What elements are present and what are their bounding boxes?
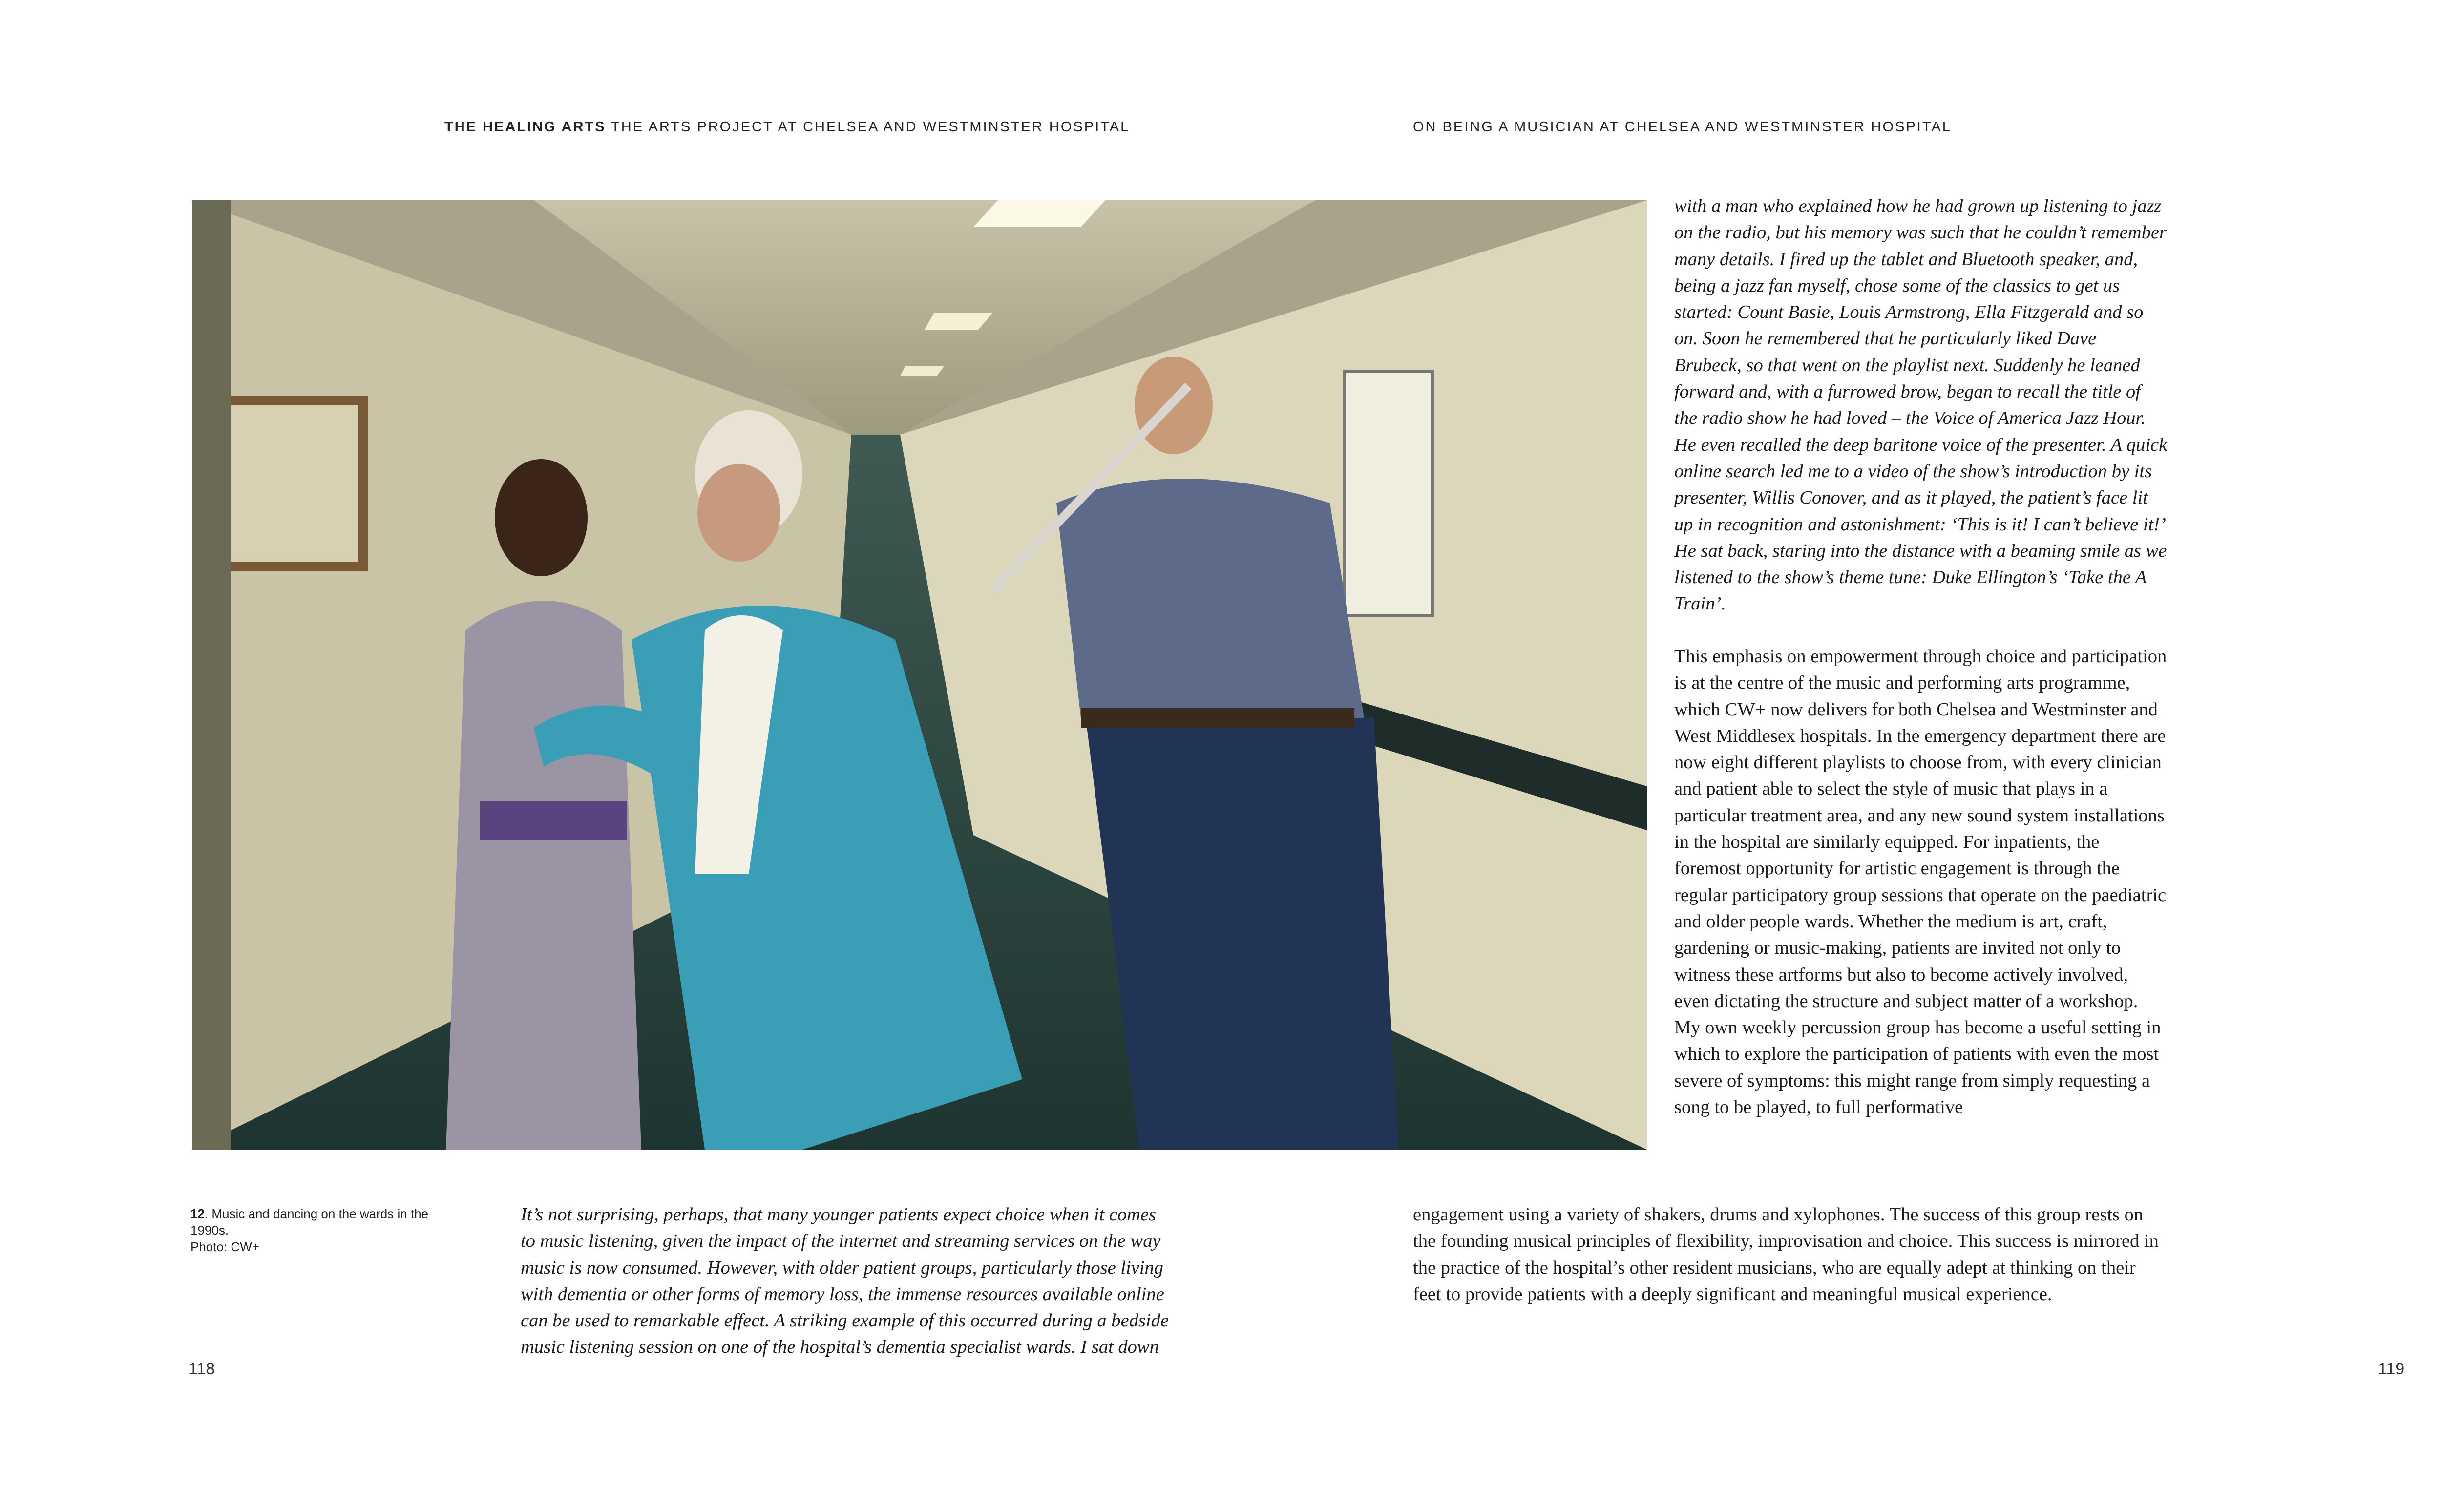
right-column-body-text: [1674, 643, 2168, 1120]
caption-text: . Music and dancing on the wards in the 1990s.: [190, 1206, 429, 1238]
right-column-body-continued-paragraph: engagement using a variety of shakers, drums and xylophones. The success of this group rests on the founding musical principles of flexibility, improvisation and choice. This success is mirrored in the practice of the hospital’s other resident musicians, who are equally adept at thinking on their feet to provide patients with a deeply significant and meaningful musical experience.: [1413, 1204, 2159, 1304]
left-column-text: [521, 1201, 1170, 1361]
page-number-left: 118: [189, 1360, 215, 1378]
running-header-left: [444, 119, 1130, 135]
photo-credit: Photo: CW+: [190, 1239, 259, 1254]
right-column-italic-text: [1674, 193, 2168, 617]
right-column-italic-paragraph: with a man who explained how he had grown up listening to jazz on the radio, but his memory was such that he couldn’t remember many details. I fired up the tablet and Bluetooth speaker, and, being a jazz fan myself, chose some of the classics to get us started: Count Basie, Louis Armstrong, Ella Fitzgerald and so on. Soon he remembered that he particularly liked Dave Brubeck, so that went on the playlist next. Suddenly he leaned forward and, with a furrowed brow, began to recall the title of the radio show he had loved – the Voice of America Jazz Hour. He even recalled the deep baritone voice of the presenter. A quick online search led me to a video of the show’s introduction by its presenter, Willis Conover, and as it played, the patient’s face lit up in recognition and astonishment: ‘This is it! I can’t believe it!’ He sat back, staring into the distance with a beaming smile as we listened to the show’s theme tune: Duke Ellington’s ‘Take the A Train’.: [1674, 196, 2168, 614]
figure-caption: [190, 1205, 435, 1255]
right-column-body-paragraph: This emphasis on empowerment through choice and participation is at the centre of the music and performing arts programme, which CW+ now delivers for both Chelsea and Westminster and West Middlesex hospitals. In the emergency department there are now eight different playlists to choose from, with every clinician and patient able to select the style of music that plays in a particular treatment area, and any new sound system installations in the hospital are similarly equipped. For inpatients, the foremost opportunity for artistic engagement is through the regular participatory group sessions that operate on the paediatric and older people wards. Whether the medium is art, craft, gardening or music-making, patients are invited not only to witness these artforms but also to become actively involved, even dictating the structure and subject matter of a workshop. My own weekly percussion group has become a useful setting in which to explore the participation of patients with even the most severe of symptoms: this might range from simply requesting a song to be played, to full performative: [1674, 646, 2167, 1118]
figure-number: 12: [190, 1206, 205, 1221]
book-title: THE HEALING ARTS: [444, 119, 606, 135]
photo-music-dancing: [192, 200, 1647, 1150]
running-header-right: ON BEING A MUSICIAN AT CHELSEA AND WESTMINSTER HOSPITAL: [1413, 119, 1952, 135]
photo-illustration: [192, 200, 1647, 1150]
right-column-body-continued: [1413, 1201, 2168, 1307]
chapter-title-left: THE ARTS PROJECT AT CHELSEA AND WESTMINSTER HOSPITAL: [611, 119, 1130, 135]
page-number-right: 119: [2378, 1360, 2405, 1378]
left-column-paragraph: It’s not surprising, perhaps, that many younger patients expect choice when it comes to music listening, given the impact of the internet and streaming services on the way music is now consumed. However, with older patient groups, particularly those living with dementia or other forms of memory loss, the immense resources available online can be used to remarkable effect. A striking example of this occurred during a bedside music listening session on one of the hospital’s dementia specialist wards. I sat down: [521, 1204, 1169, 1358]
